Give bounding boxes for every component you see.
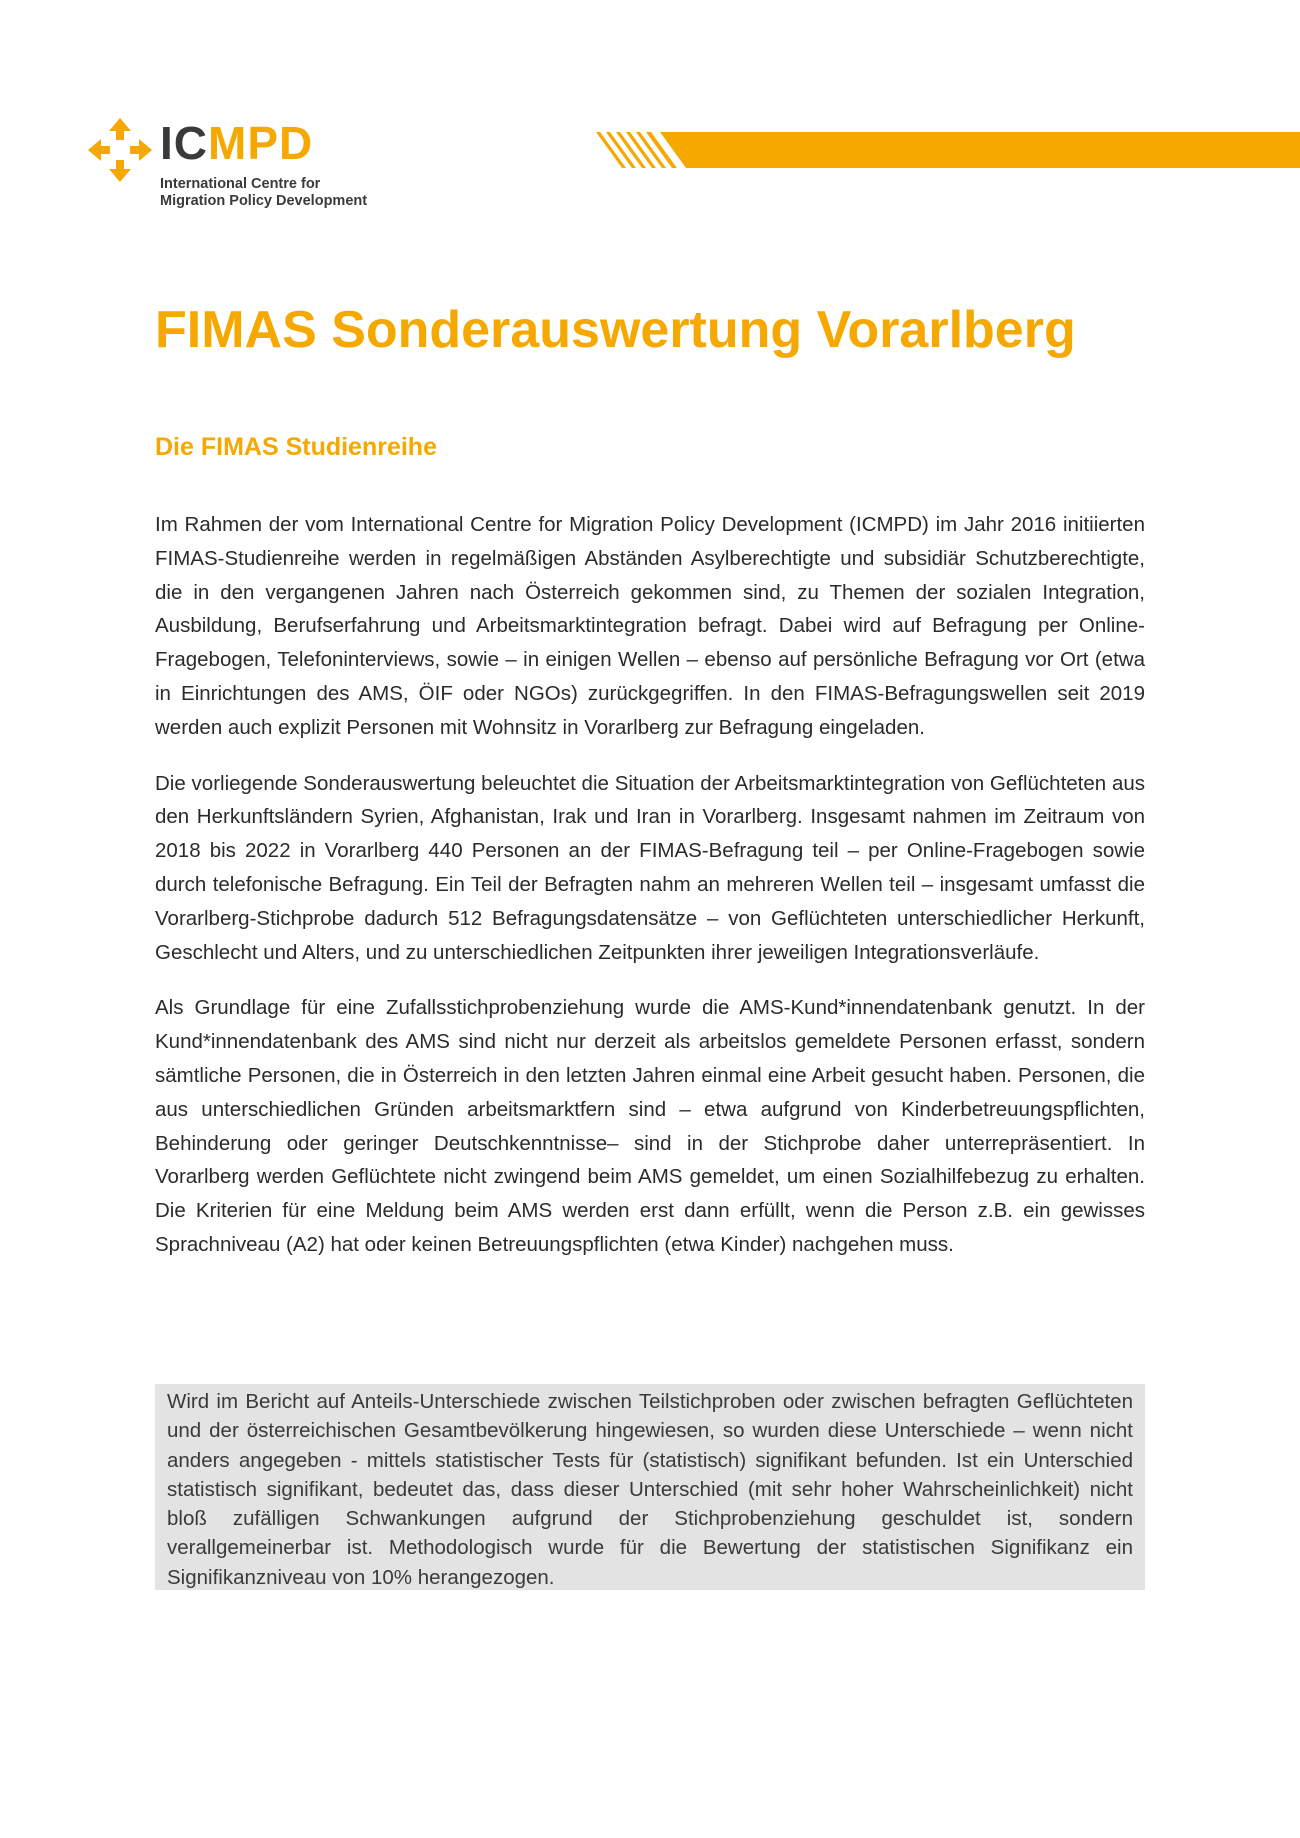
section-heading: Die FIMAS Studienreihe: [155, 433, 437, 461]
icmpd-logo: [86, 116, 406, 216]
logo-wordmark-accent: MPD: [208, 117, 314, 169]
logo-subtitle-line1: International Centre for: [160, 176, 321, 192]
page-header: [0, 0, 1300, 230]
logo-subtitle-line2: Migration Policy Development: [160, 193, 368, 209]
body-text: [155, 508, 1145, 1284]
logo-subtitle: [160, 176, 367, 210]
paragraph-3: Als Grundlage für eine Zufallsstichprobenziehung wurde die AMS-Kund*innendatenbank genutzt. In der Kund*innendatenbank des AMS sind nicht nur derzeit als arbeitslos gemeldete Personen erfasst, sondern sämtliche Personen, die in Österreich in den letzten Jahren einmal eine Arbeit gesucht haben. Personen, die aus unterschiedlichen Gründen arbeitsmarktfern sind – etwa aufgrund von Kinderbetreuungspflichten, Behinderung oder geringer Deutschkenntnisse– sind in der Stichprobe daher unterrepräsentiert. In Vorarlberg werden Geflüchtete nicht zwingend beim AMS gemeldet, um einen Sozialhilfebezug zu erhalten. Die Kriterien für eine Meldung beim AMS werden erst dann erfüllt, wenn die Person z.B. ein gewisses Sprachniveau (A2) hat oder keinen Betreuungspflichten (etwa Kinder) nachgehen muss.: [155, 996, 1145, 1256]
four-arrows-logo-icon: [86, 116, 154, 184]
paragraph-2: Die vorliegende Sonderauswertung beleuchtet die Situation der Arbeitsmarktintegration von Geflüchteten aus den Herkunftsländern Syrien, Afghanistan, Irak und Iran in Vorarlberg. Insgesamt nahmen im Zeitraum von 2018 bis 2022 in Vorarlberg 440 Personen an der FIMAS-Befragung teil – per Online-Fragebogen sowie durch telefonische Befragung. Ein Teil der Befragten nahm an mehreren Wellen teil – insgesamt umfasst die Vorarlberg-Stichprobe dadurch 512 Befragungsdatensätze – von Geflüchteten unterschiedlicher Herkunft, Geschlecht und Alters, und zu unterschiedlichen Zeitpunkten ihrer jeweiligen Integrationsverläufe.: [155, 771, 1145, 964]
logo-wordmark: [160, 117, 314, 169]
methodology-note-box: [155, 1384, 1145, 1590]
document-title: FIMAS Sonderauswertung Vorarlberg: [155, 301, 1076, 359]
diagonal-stripes-bar: [596, 132, 1300, 168]
paragraph-1: Im Rahmen der vom International Centre for Migration Policy Development (ICMPD) im Jahr 2016 initiierten FIMAS-Studienreihe werden in regelmäßigen Abständen Asylberechtigte und subsidiär Schutzberechtigte, die in den vergangenen Jahren nach Österreich gekommen sind, zu Themen der sozialen Integration, Ausbildung, Berufserfahrung und Arbeitsmarktintegration befragt. Dabei wird auf Befragung per Online-Fragebogen, Telefoninterviews, sowie – in einigen Wellen – ebenso auf persönliche Befragung vor Ort (etwa in Einrichtungen des AMS, ÖIF oder NGOs) zurückgegriffen. In den FIMAS-Befragungswellen seit 2019 werden auch explizit Personen mit Wohnsitz in Vorarlberg zur Befragung eingeladen.: [155, 513, 1145, 739]
methodology-note-text: Wird im Bericht auf Anteils-Unterschiede zwischen Teilstichproben oder zwischen befragten Geflüchteten und der österreichischen Gesamtbevölkerung hingewiesen, so wurden diese Unterschiede – wenn nicht anders angegeben - mittels statistischer Tests für (statistisch) signifikant befunden. Ist ein Unterschied statistisch signifikant, bedeutet das, dass dieser Unterschied (mit sehr hoher Wahrscheinlichkeit) nicht bloß zufälligen Schwankungen aufgrund der Stichprobenziehung geschuldet ist, sondern verallgemeinerbar ist. Methodologisch wurde für die Bewertung der statistischen Signifikanz ein Signifikanzniveau von 10% herangezogen.: [167, 1390, 1133, 1589]
logo-wordmark-primary: IC: [160, 117, 208, 169]
